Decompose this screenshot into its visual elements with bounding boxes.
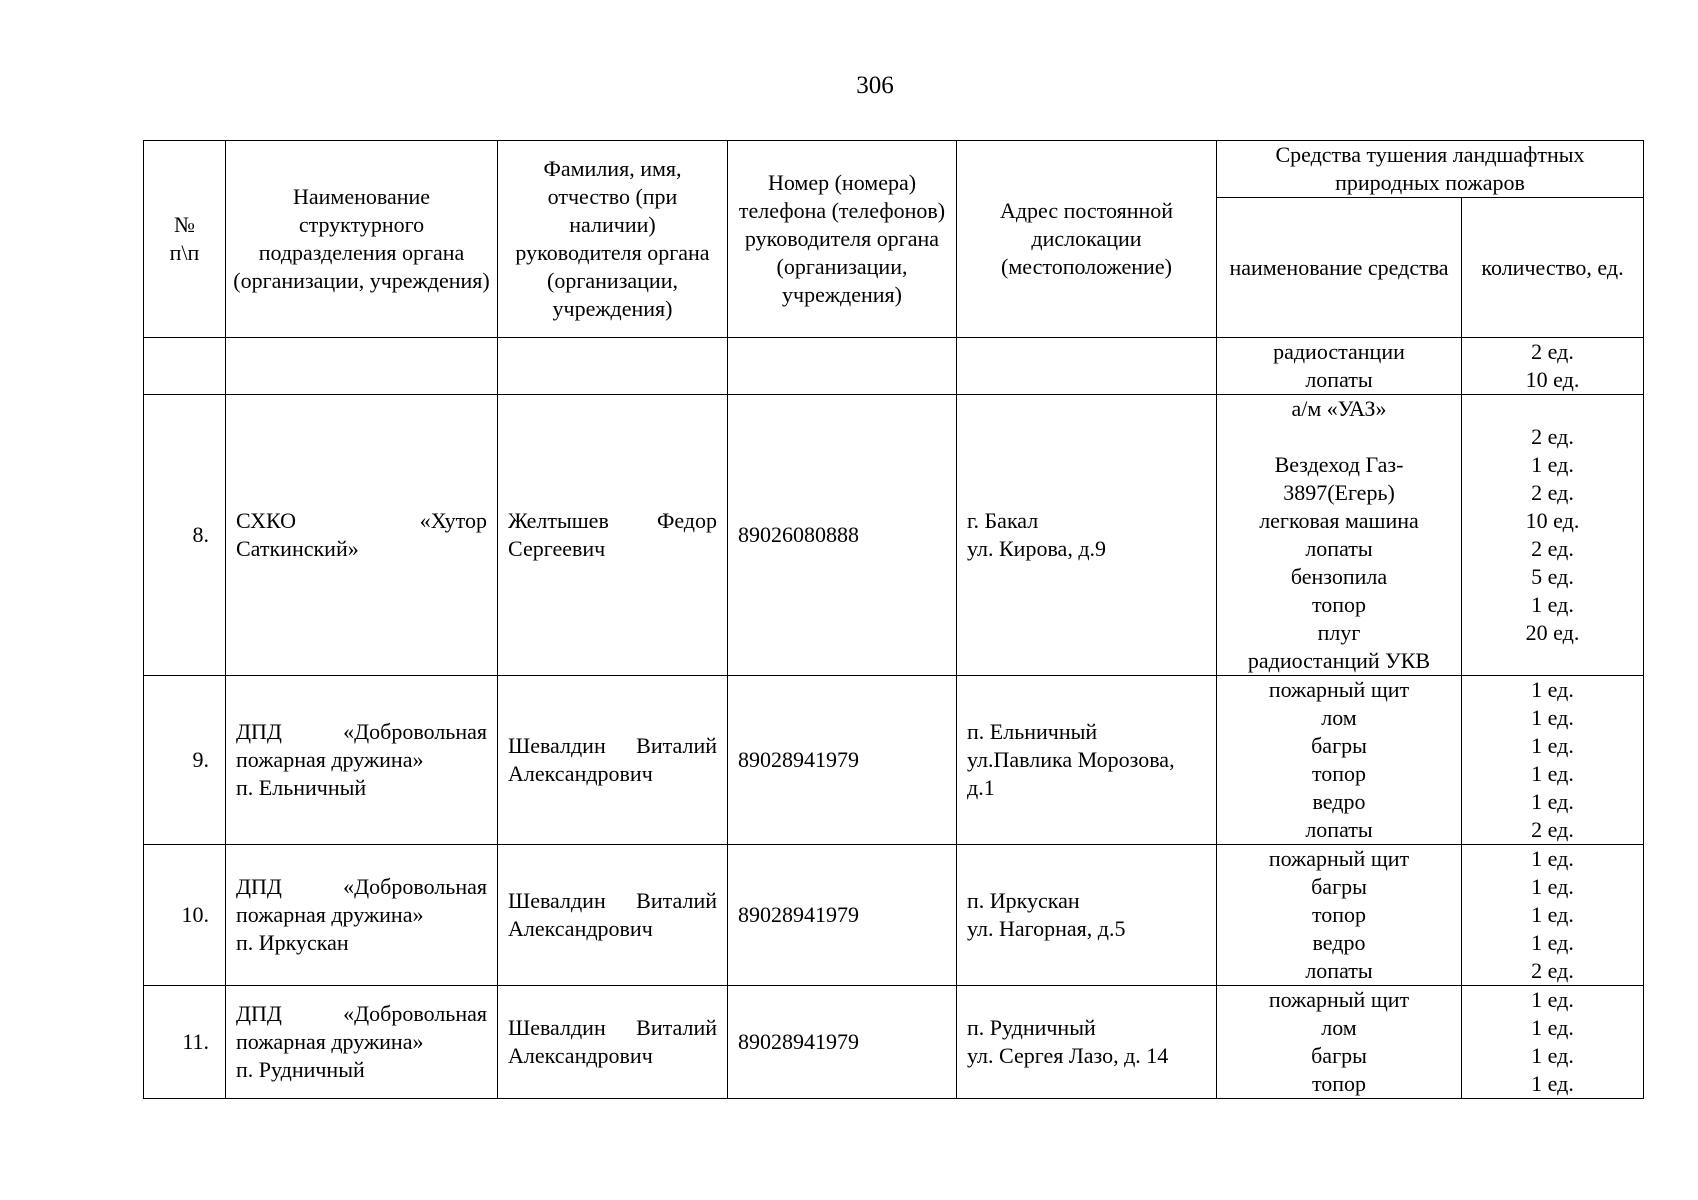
quantity-item: 2 ед. (1531, 958, 1574, 983)
quantity-item: 20 ед. (1525, 620, 1580, 645)
equipment-item: радиостанций УКВ (1247, 648, 1431, 673)
equipment-cell (1217, 676, 1462, 845)
quantity-cell (1462, 676, 1644, 845)
org-name-cell: ДПД «Добровольная пожарная дружина» п. Рудничный (226, 986, 498, 1099)
phone-cell: 89028941979 (728, 986, 957, 1099)
quantity-item: 1 ед. (1531, 846, 1574, 871)
quantity-item: 5 ед. (1531, 564, 1574, 589)
table-row (144, 395, 1644, 676)
equipment-item: лопаты (1305, 958, 1373, 983)
equipment-item: лопаты (1305, 367, 1373, 392)
phone-cell: 89026080888 (728, 395, 957, 676)
quantity-item: 10 ед. (1525, 508, 1580, 533)
equipment-item: легковая машина (1259, 508, 1419, 533)
header-phone: Номер (номера) телефона (телефонов) руководителя органа (организации, учреждения) (728, 141, 957, 338)
head-name-cell (498, 338, 728, 395)
equipment-item: лопаты (1305, 817, 1373, 842)
quantity-item (1468, 395, 1637, 423)
equipment-item: пожарный щит (1268, 846, 1410, 871)
equipment-item: бензопила (1290, 564, 1388, 589)
equipment-item: пожарный щит (1268, 987, 1410, 1012)
equipment-cell (1217, 845, 1462, 986)
header-org-name: Наименование структурного подразделения органа (организации, учреждения) (226, 141, 498, 338)
quantity-item: 1 ед. (1531, 733, 1574, 758)
equipment-item: радиостанции (1273, 339, 1405, 364)
quantity-item: 1 ед. (1531, 705, 1574, 730)
table-row (144, 338, 1644, 395)
quantity-cell (1462, 338, 1644, 395)
equipment-item: багры (1311, 874, 1367, 899)
header-means-group: Средства тушения ландшафтных природных пожаров (1217, 141, 1644, 198)
address-cell: п. Рудничный ул. Сергея Лазо, д. 14 (957, 986, 1217, 1099)
row-number: 9. (144, 676, 226, 845)
equipment-item: Вездеход Газ- (1274, 452, 1404, 477)
page-number: 306 (856, 72, 894, 99)
equipment-item: лом (1321, 705, 1357, 730)
equipment-cell (1217, 395, 1462, 676)
quantity-item: 2 ед. (1531, 339, 1574, 364)
row-number (144, 338, 226, 395)
head-name-cell: Шевалдин Виталий Александрович (498, 676, 728, 845)
quantity-item: 1 ед. (1531, 452, 1574, 477)
head-name-cell: Желтышев Федор Сергеевич (498, 395, 728, 676)
org-name-cell: ДПД «Добровольная пожарная дружина» п. Ельничный (226, 676, 498, 845)
quantity-item: 1 ед. (1531, 987, 1574, 1012)
phone-cell: 89028941979 (728, 676, 957, 845)
address-cell: п. Ельничный ул.Павлика Морозова, д.1 (957, 676, 1217, 845)
quantity-item: 1 ед. (1531, 1071, 1574, 1096)
equipment-item: топор (1311, 902, 1367, 927)
head-name-cell: Шевалдин Виталий Александрович (498, 986, 728, 1099)
quantity-item: 1 ед. (1531, 761, 1574, 786)
phone-cell (728, 338, 957, 395)
equipment-item: ведро (1312, 930, 1366, 955)
table-row (144, 676, 1644, 845)
equipment-item: лопаты (1305, 536, 1373, 561)
quantity-item: 1 ед. (1531, 1015, 1574, 1040)
quantity-item: 2 ед. (1531, 536, 1574, 561)
resources-table (143, 140, 1644, 1099)
quantity-cell (1462, 845, 1644, 986)
equipment-item (1223, 423, 1455, 451)
quantity-item: 1 ед. (1531, 677, 1574, 702)
equipment-item: а/м «УАЗ» (1291, 396, 1387, 421)
header-num: № п\п (144, 141, 226, 338)
table-body (144, 338, 1644, 1099)
header-head-name: Фамилия, имя, отчество (при наличии) руководителя органа (организации, учреждения) (498, 141, 728, 338)
equipment-item: топор (1311, 761, 1367, 786)
quantity-item: 2 ед. (1531, 817, 1574, 842)
quantity-item: 1 ед. (1531, 592, 1574, 617)
quantity-item (1468, 647, 1637, 675)
equipment-item: топор (1311, 1071, 1367, 1096)
equipment-item: топор (1311, 592, 1367, 617)
org-name-cell: СХКО «Хутор Саткинский» (226, 395, 498, 676)
quantity-cell (1462, 395, 1644, 676)
quantity-item: 10 ед. (1525, 367, 1580, 392)
address-cell: г. Бакал ул. Кирова, д.9 (957, 395, 1217, 676)
row-number: 10. (144, 845, 226, 986)
quantity-item: 2 ед. (1531, 424, 1574, 449)
quantity-item: 1 ед. (1531, 902, 1574, 927)
head-name-cell: Шевалдин Виталий Александрович (498, 845, 728, 986)
phone-cell: 89028941979 (728, 845, 957, 986)
address-cell (957, 338, 1217, 395)
equipment-item: ведро (1312, 789, 1366, 814)
org-name-cell: ДПД «Добровольная пожарная дружина» п. Иркускан (226, 845, 498, 986)
row-number: 11. (144, 986, 226, 1099)
row-number: 8. (144, 395, 226, 676)
org-name-cell (226, 338, 498, 395)
equipment-cell (1217, 338, 1462, 395)
table-row (144, 845, 1644, 986)
equipment-item: багры (1311, 1043, 1367, 1068)
quantity-item: 1 ед. (1531, 874, 1574, 899)
header-address: Адрес постоянной дислокации (местоположение) (957, 141, 1217, 338)
equipment-cell (1217, 986, 1462, 1099)
quantity-cell (1462, 986, 1644, 1099)
header-means-qty: количество, ед. (1462, 198, 1644, 338)
header-means-name: наименование средства (1217, 198, 1462, 338)
header-row-main (144, 141, 1644, 198)
address-cell: п. Иркускан ул. Нагорная, д.5 (957, 845, 1217, 986)
quantity-item: 1 ед. (1531, 789, 1574, 814)
table-row (144, 986, 1644, 1099)
equipment-item: 3897(Егерь) (1283, 480, 1395, 505)
equipment-item: плуг (1317, 620, 1361, 645)
quantity-item: 1 ед. (1531, 1043, 1574, 1068)
quantity-item: 1 ед. (1531, 930, 1574, 955)
equipment-item: багры (1311, 733, 1367, 758)
equipment-item: лом (1321, 1015, 1357, 1040)
equipment-item: пожарный щит (1268, 677, 1410, 702)
quantity-item: 2 ед. (1531, 480, 1574, 505)
